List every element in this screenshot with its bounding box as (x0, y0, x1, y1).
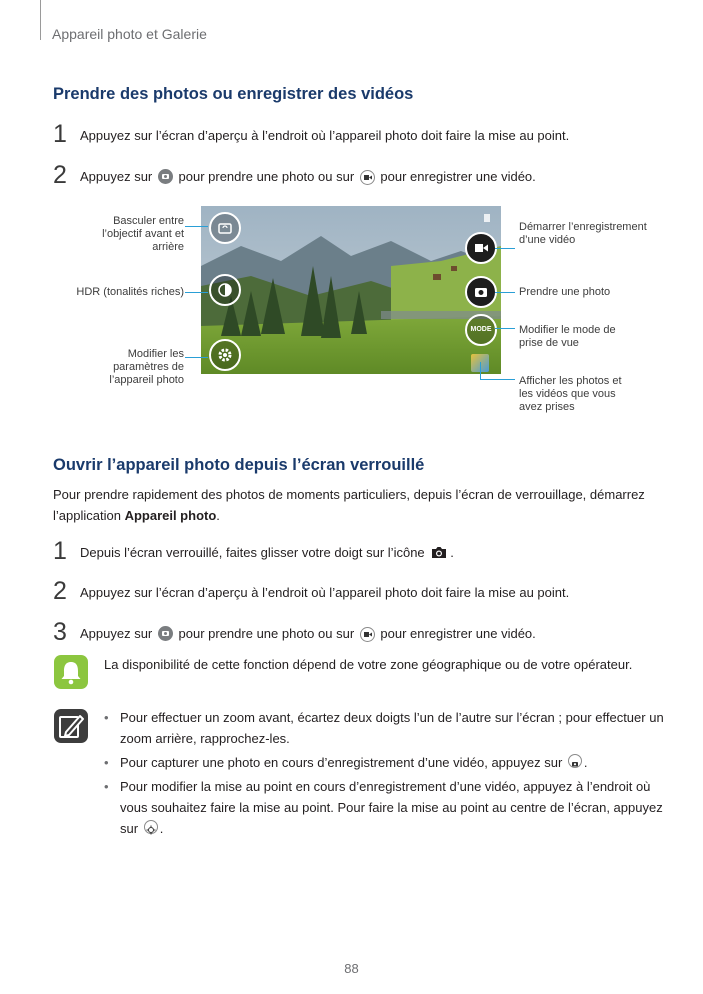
section2-heading: Ouvrir l’appareil photo depuis l’écran verrouillé (53, 456, 425, 474)
note-item (104, 752, 664, 773)
section2-step-1 (53, 537, 663, 569)
section1-step-2 (53, 161, 663, 193)
callout-switch-lens: Basculer entre l’objectif avant et arrière (102, 215, 184, 253)
camera-shutter-icon (158, 626, 173, 641)
step-text-middle: pour prendre une photo ou sur (178, 626, 355, 641)
step-text (80, 545, 454, 560)
header-title: Appareil photo et Galerie (52, 26, 207, 42)
callout-hdr: HDR (tonalités riches) (76, 286, 184, 298)
step-number: 1 (53, 120, 67, 148)
center-focus-icon (144, 820, 158, 834)
callout-line (495, 328, 515, 329)
bullet: • (104, 755, 109, 770)
step-text-after: . (450, 545, 454, 560)
intro-text: Pour prendre rapidement des photos de moments particuliers, depuis l’écran de verrouillage, démarrez l’application (53, 487, 645, 523)
notice-bell-icon (53, 654, 89, 690)
note-text-before: Pour modifier la mise au point en cours d’enregistrement d’une vidéo, appuyez à l’endroit où vous souhaitez faire la mise au point. Pour faire la mise au point au centre de l’écran, appuyez sur (120, 779, 663, 836)
callout-line (185, 357, 208, 358)
step-number: 2 (53, 577, 67, 605)
hdr-button[interactable] (209, 274, 241, 306)
section2-step-2 (53, 577, 663, 609)
step-text: Appuyez sur l’écran d’aperçu à l’endroit où l’appareil photo doit faire la mise au point. (80, 128, 570, 143)
note-item (104, 707, 664, 749)
note-text-after: . (159, 821, 164, 836)
take-photo-button[interactable] (465, 276, 497, 308)
callout-line (495, 292, 515, 293)
camera-viewfinder-screenshot (201, 206, 501, 374)
section2-intro (53, 484, 653, 526)
note-text: Pour effectuer un zoom avant, écartez deux doigts l’un de l’autre sur l’écran ; pour effectuer un zoom arrière, rapprochez-les. (120, 710, 664, 746)
shooting-mode-button[interactable] (465, 314, 497, 346)
step-text-after: pour enregistrer une vidéo. (380, 626, 536, 641)
callout-record: Démarrer l’enregistrement d’une vidéo (519, 221, 647, 246)
camera-shutter-icon (158, 169, 173, 184)
note-pencil-icon (53, 708, 89, 744)
settings-button[interactable] (209, 339, 241, 371)
note-text-after: . (583, 755, 588, 770)
section1-step-1 (53, 120, 663, 152)
header-rule (40, 0, 41, 40)
step-text-middle: pour prendre une photo ou sur (178, 169, 355, 184)
callout-line (495, 248, 515, 249)
step-text-before: Appuyez sur (80, 169, 153, 184)
callout-line (185, 292, 208, 293)
callout-line (185, 226, 208, 227)
record-video-button[interactable] (465, 232, 497, 264)
callout-photo: Prendre une photo (519, 286, 611, 298)
step-text-before: Appuyez sur (80, 626, 153, 641)
step-text (80, 169, 536, 185)
bullet: • (104, 710, 109, 725)
switch-camera-button[interactable] (209, 212, 241, 244)
bullet: • (104, 779, 109, 794)
callout-line (480, 379, 515, 380)
section2-step-3 (53, 618, 663, 650)
notice-text: La disponibilité de cette fonction dépend de votre zone géographique ou de votre opérateur. (104, 657, 633, 672)
callout-line (480, 362, 481, 379)
step-number: 1 (53, 537, 67, 565)
step-number: 2 (53, 161, 67, 189)
step-text (80, 626, 536, 642)
step-number: 3 (53, 618, 67, 646)
video-record-icon (360, 627, 375, 642)
step-text-before: Depuis l’écran verrouillé, faites glisser votre doigt sur l’icône (80, 545, 425, 560)
note-item (104, 776, 664, 839)
callout-gallery: Afficher les photos et les vidéos que vous avez prises (519, 375, 622, 413)
step-text: Appuyez sur l’écran d’aperçu à l’endroit où l’appareil photo doit faire la mise au point. (80, 585, 570, 600)
intro-end: . (216, 508, 220, 523)
mode-label: MODE (470, 326, 492, 333)
camera-icon (430, 545, 448, 560)
intro-app-name: Appareil photo (124, 508, 217, 523)
note-text (120, 752, 665, 773)
note-text-before: Pour capturer une photo en cours d’enregistrement d’une vidéo, appuyez sur (120, 755, 563, 770)
video-record-icon (360, 170, 375, 185)
note-text (120, 776, 665, 839)
step-text-after: pour enregistrer une vidéo. (380, 169, 536, 184)
section1-heading: Prendre des photos ou enregistrer des vidéos (53, 85, 414, 103)
callout-settings: Modifier les paramètres de l’appareil photo (109, 348, 184, 386)
callout-mode: Modifier le mode de prise de vue (519, 324, 616, 349)
page-number: 88 (344, 961, 359, 976)
capture-photo-icon (568, 754, 582, 768)
